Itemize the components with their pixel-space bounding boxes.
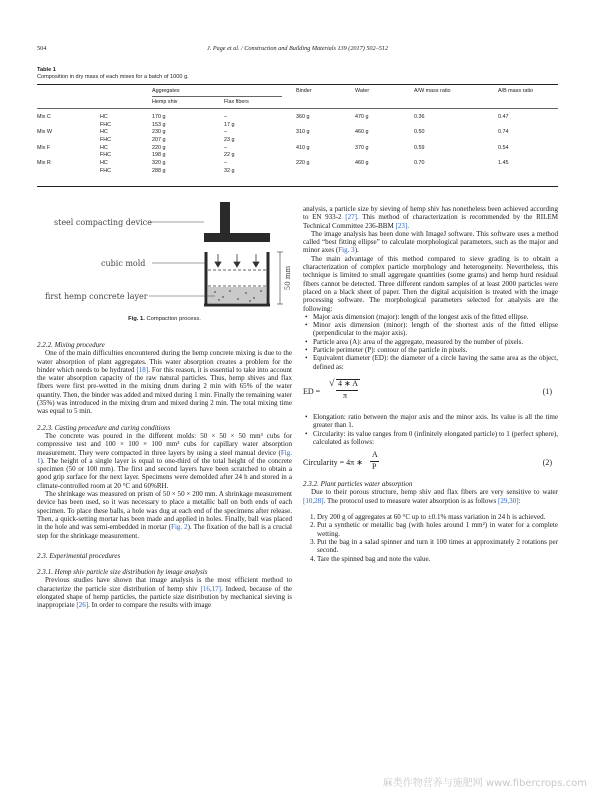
ab-ratio-header: A/B mass ratio xyxy=(498,88,534,94)
right-column xyxy=(303,205,558,563)
flax-cell: 32 g xyxy=(224,167,235,174)
flax-cell: – xyxy=(224,114,227,120)
table-row xyxy=(37,168,558,176)
ab-cell: 0.74 xyxy=(498,129,509,136)
eq2-lhs: Circularity = 4π ∗ xyxy=(303,458,363,468)
left-column xyxy=(37,341,292,610)
list-item: • Circularity: its value ranges from 0 (infinitely elongated particle) to 1 (perfect sphere), calculated as follows: xyxy=(313,430,558,447)
equation-2 xyxy=(303,446,558,480)
down-arrows xyxy=(215,254,259,267)
hemp-cell: 153 g xyxy=(152,121,166,128)
page-number: 504 xyxy=(37,45,47,52)
ab-cell: 0.54 xyxy=(498,144,509,151)
table-body xyxy=(37,114,558,176)
list-item: • Elongation: ratio between the major axis and the minor axis. Its value is all the time greater than 1. xyxy=(313,413,558,430)
shape-list xyxy=(303,413,558,446)
fig-link[interactable]: Fig. 3 xyxy=(338,246,355,255)
type-cell: FHC xyxy=(100,152,112,159)
hemp-cell: 288 g xyxy=(152,167,166,174)
casting-paragraph: The concrete was poured in the different molds: 50 × 50 × 50 mm³ cubs for compressive test and 100 × 100 × 100 mm³ cubs for capillary water absorption measurement. They were compacted in three layers by using a steel manual device (Fig. 1). The height of a single layer is equal to one-third of the total height of the concrete specimen (50 or 100 mm). The first and second layers have been scratched to obtain a good grip surface for the next layer. Specimens were demolded after 24 h and stored in a climate-controlled room at 20 °C and 60%RH. xyxy=(37,431,292,490)
list-item: 4. Tare the spinned bag and note the value. xyxy=(317,555,558,563)
section-2-3-2-title: 2.3.2. Plant particles water absorption xyxy=(303,480,413,489)
hemp-cell: 230 g xyxy=(152,129,166,136)
ab-cell: 0.47 xyxy=(498,114,509,120)
eq2-denominator: P xyxy=(372,462,377,472)
flax-cell: – xyxy=(224,129,227,136)
water-cell: 460 g xyxy=(355,129,369,136)
sqrt-symbol: √ xyxy=(329,377,335,389)
mix-cell: Mix R xyxy=(37,160,51,167)
running-title: J. Page et al. / Construction and Building Materials 139 (2017) 502–512 xyxy=(207,45,388,52)
water-header: Water xyxy=(355,88,370,94)
fig-link[interactable]: Fig. 1 xyxy=(37,448,292,465)
eq1-numerator: 4 ∗ A xyxy=(338,378,359,388)
binder-cell: 220 g xyxy=(296,160,310,167)
advantage-paragraph: The main advantage of this method compared to sieve grading is to obtain a characterization of complex particle morphology and heterogeneity. Nevertheless, this technique is limited to small aggregate quantities (some grams) and hemp hurd residual fibers cannot be detected. Three different random samples of at least 2000 particles were placed on a black sheet of paper. Then the digital acquisition is treated with the image processing software. The morphological parameters selected for analysis are the following: xyxy=(303,254,558,313)
type-cell: FHC xyxy=(100,121,112,128)
hemp-cell: 198 g xyxy=(152,152,166,159)
list-item: • Equivalent diameter (ED): the diameter of a circle having the same area as the object, defined as: xyxy=(313,354,558,371)
section-2-2-3-title: 2.2.3. Casting procedure and curing conditions xyxy=(37,423,171,432)
binder-cell: 410 g xyxy=(296,144,310,151)
label-cubic-mold: cubic mold xyxy=(101,259,146,268)
ref-link[interactable]: [26] xyxy=(76,601,89,610)
image-analysis-paragraph: Previous studies have shown that image analysis is the most efficient method to characterize the particle size distribution of hemp shiv [16,17]. Indeed, because of the elongated shape of hemp particles, the particle size distribution by mechanical sieving is inappropriate [26]. In order to compare the results with image xyxy=(37,576,292,610)
mix-cell: Mix F xyxy=(37,144,51,151)
aw-cell: 0.36 xyxy=(414,114,425,120)
sieving-paragraph: analysis, a particle size by sieving of hemp shiv has nonetheless been achieved according to EN 933-2 [27]. This method of characterization is recommended by the RILEM Technical Committee 236-BBM [23]. xyxy=(303,205,558,230)
section-2-2-2-title: 2.2.2. Mixing procedure xyxy=(37,341,105,349)
eq1-lhs: ED = xyxy=(303,386,321,396)
protocol-steps xyxy=(303,513,558,563)
table-bottom-rule xyxy=(37,186,558,187)
flax-cell: – xyxy=(224,144,227,151)
table-caption: Composition in dry mass of each mixes for a batch of 1000 g. xyxy=(37,74,189,80)
aw-ratio-header: A/W mass ratio xyxy=(414,88,451,94)
list-item: • Particle area (A): area of the aggregate, measured by the number of pixels. xyxy=(313,338,558,346)
mix-cell: Mix W xyxy=(37,129,52,136)
flax-cell: 23 g xyxy=(224,137,235,144)
ref-link[interactable]: [10,28] xyxy=(303,496,324,505)
section-2-3-title: 2.3. Experimental procedures xyxy=(37,551,121,560)
eq1-number: (1) xyxy=(542,386,552,396)
label-steel-device: steel compacting device xyxy=(54,218,152,227)
table-row xyxy=(37,137,558,145)
device-plate xyxy=(204,233,270,242)
table-header-rule xyxy=(37,108,558,109)
dimension-label: 50 mm xyxy=(284,265,292,291)
table-row xyxy=(37,145,558,153)
shrinkage-paragraph: The shrinkage was measured on prism of 50 × 50 × 200 mm. A shrinkage measurement device has been used, so it was necessary to place a metallic ball on both ends of each specimen. To place these balls, a hole was dug at each end of the specimens after release. Then, a quick-setting mortar has been made and applied in holes. Finally, ball was placed in the hole and was semi-embedded in mortar (Fig. 2). The fixation of the ball is a crucial step for the shrinkage measurement. xyxy=(37,490,292,540)
aw-cell: 0.50 xyxy=(414,129,425,136)
water-cell: 370 g xyxy=(355,144,369,151)
ref-link[interactable]: [16,17] xyxy=(200,584,222,593)
label-first-layer: first hemp concrete layer xyxy=(45,292,148,301)
fig-link[interactable]: Fig. 2 xyxy=(171,523,188,532)
table-label: Table 1 xyxy=(37,67,56,73)
list-item: 2. Put a synthetic or metallic bag (with holes around 1 mm²) in water for a complete wetting. xyxy=(317,521,558,538)
table-row xyxy=(37,122,558,130)
water-cell: 470 g xyxy=(355,114,369,120)
list-item: 1. Dry 200 g of aggregates at 60 °C up to ±0.1% mass variation in 24 h is achieved. xyxy=(317,513,558,521)
section-2-3-1-title: 2.3.1. Hemp shiv particle size distribution by image analysis xyxy=(37,568,208,577)
list-item: 3. Put the bag in a salad spinner and turn it 100 times at approximately 2 rotations per second. xyxy=(317,538,558,555)
eq2-numerator: A xyxy=(372,450,378,460)
flax-cell: 22 g xyxy=(224,152,235,159)
figure-caption xyxy=(37,316,292,322)
type-cell: FHC xyxy=(100,137,112,144)
type-cell: HC xyxy=(100,144,108,151)
aggregates-header: Aggregates xyxy=(152,88,180,94)
type-cell: HC xyxy=(100,114,108,120)
binder-cell: 360 g xyxy=(296,114,310,120)
list-item: • Major axis dimension (major): length of the longest axis of the fitted ellipse. xyxy=(313,313,558,321)
watermark: 麻类作物营养与施肥网 www.fibercrops.com xyxy=(382,778,587,789)
figure-caption-text: Compaction process. xyxy=(146,316,201,322)
aw-cell: 0.70 xyxy=(414,160,425,167)
list-item: • Minor axis dimension (minor): length of the shortest axis of the fitted ellipse (perpendicular to the major axis). xyxy=(313,321,558,338)
flax-fibers-header: Flax fibers xyxy=(224,99,249,105)
figure-caption-label: Fig. 1. xyxy=(128,316,145,322)
table-row xyxy=(37,114,558,122)
hemp-shiv-header: Hemp shiv xyxy=(152,99,178,105)
compaction-figure xyxy=(37,196,292,336)
binder-cell: 310 g xyxy=(296,129,310,136)
hemp-cell: 207 g xyxy=(152,137,166,144)
table-row xyxy=(37,129,558,137)
flax-cell: 17 g xyxy=(224,121,235,128)
binder-header: Binder xyxy=(296,88,312,94)
type-cell: FHC xyxy=(100,167,112,174)
device-stem xyxy=(220,202,230,234)
first-layer-fill xyxy=(208,287,266,303)
type-cell: HC xyxy=(100,129,108,136)
table-row xyxy=(37,152,558,160)
mix-cell: Mix C xyxy=(37,114,51,120)
type-cell: HC xyxy=(100,160,108,167)
list-item: • Particle perimeter (P): contour of the particle in pixels. xyxy=(313,346,558,354)
hemp-cell: 170 g xyxy=(152,114,166,120)
aggregates-underline xyxy=(152,96,282,97)
morphology-list xyxy=(303,313,558,371)
eq1-denominator: π xyxy=(343,390,348,400)
absorption-paragraph: Due to their porous structure, hemp shiv and flax fibers are very sensitive to water [10,28]. The protocol used to measure water absorption is as follows [29,30]: xyxy=(303,488,558,505)
ref-link[interactable]: [27] xyxy=(345,213,357,222)
aw-cell: 0.59 xyxy=(414,144,425,151)
flax-cell: – xyxy=(224,160,227,167)
equation-1 xyxy=(303,371,558,413)
ref-link[interactable]: [18] xyxy=(136,365,149,374)
eq2-number: (2) xyxy=(542,458,552,468)
ref-link[interactable]: [29,30] xyxy=(498,496,519,505)
hemp-cell: 220 g xyxy=(152,144,166,151)
water-cell: 460 g xyxy=(355,160,369,167)
mixing-paragraph: One of the main difficulties encountered during the hemp concrete mixing is due to the water absorption of plant aggregates. This water absorption creates a problem for the binder which needs to be hydrated [18]. For this reason, it is essential to take into account the water absorption capacity of the raw natural particles. Thus, hemp shives and flax fibers were first pre-wetted in the mixing drum during 2 min with 65% of the water quantity. Then, the binder was added and mixed during 1 min. Finally the remaining water (35%) was introduced in the mixing drum and mixed during 2 min. The total mixing time was equal to 5 min. xyxy=(37,349,292,416)
eq1-fraction-bar xyxy=(336,390,358,391)
imagej-paragraph: The image analysis has been done with ImageJ software. This software uses a method called “best fitting ellipse” to calculate morphological parameters, such as the major and minor axes (Fig. 3). xyxy=(303,229,558,255)
hemp-cell: 320 g xyxy=(152,160,166,167)
table-row xyxy=(37,160,558,168)
table-top-rule xyxy=(37,84,558,85)
ref-link[interactable]: [23] xyxy=(395,221,408,230)
ab-cell: 1.45 xyxy=(498,160,509,167)
